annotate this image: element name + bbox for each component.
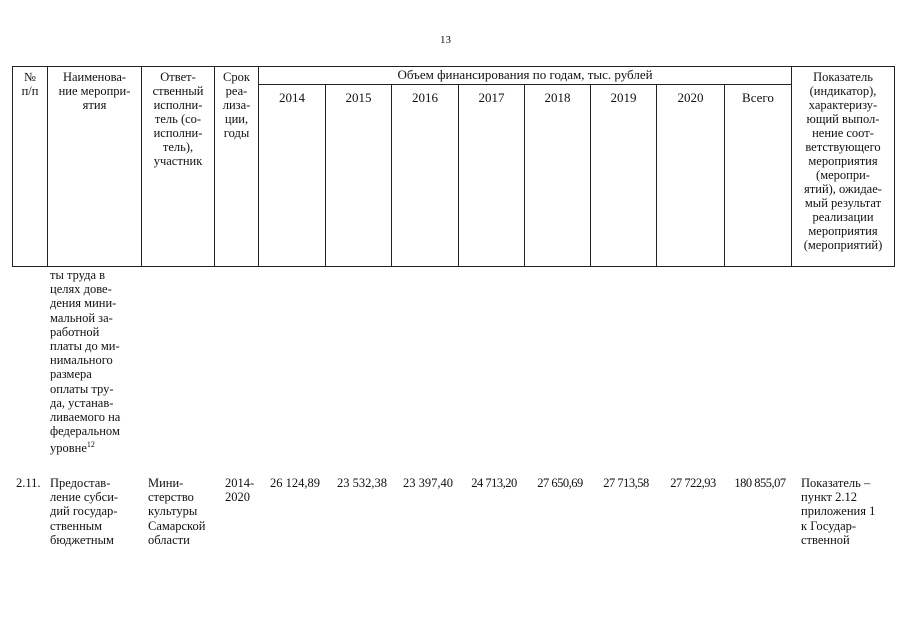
col-border xyxy=(894,66,895,267)
col-border xyxy=(656,84,657,267)
row-name: Предостав- ление субси- дий государ- ственным бюджетным xyxy=(50,476,119,547)
value-total: 180 855,07 xyxy=(734,476,786,490)
value-2020: 27 722,93 xyxy=(670,476,716,490)
col-border xyxy=(325,84,326,267)
year-2020: 2020 xyxy=(677,90,704,105)
continued-name-text xyxy=(50,268,142,456)
year-total: Всего xyxy=(742,90,774,105)
year-2019: 2019 xyxy=(610,90,637,105)
col-border xyxy=(590,84,591,267)
value-2017: 24 713,20 xyxy=(471,476,517,490)
row-term: 2014- 2020 xyxy=(225,476,255,505)
footnote-marker: 12 xyxy=(86,440,95,450)
value-2014: 26 124,89 xyxy=(270,476,320,490)
col-border xyxy=(524,84,525,267)
header-indicator: Показатель (индикатор), характеризу- ющий выпол- нение соот- ветствующего мероприятия (меропри- ятий), ожидае- мый результат реализации мероприятия (мероприятий) xyxy=(803,70,883,252)
year-2018: 2018 xyxy=(544,90,571,105)
year-2015: 2015 xyxy=(345,90,372,105)
value-2018: 27 650,69 xyxy=(537,476,583,490)
header-name: Наименова- ние меропри- ятия xyxy=(58,70,131,112)
row-indicator: Показатель – пункт 2.12 приложения 1 к Государ- ственной xyxy=(801,476,876,547)
year-2017: 2017 xyxy=(478,90,505,105)
header-funding: Объем финансирования по годам, тыс. рублей xyxy=(397,67,653,82)
col-border xyxy=(391,84,392,267)
header-num: № п/п xyxy=(21,70,39,98)
header-term: Срок реа- лиза- ции, годы xyxy=(222,70,251,140)
row-num: 2.11. xyxy=(16,476,41,490)
header-bottom-border xyxy=(12,266,894,267)
header-executor: Ответ- ственный исполни- тель (со- исполни- тель), участник xyxy=(152,70,204,168)
row-executor: Мини- стерство культуры Самарской области xyxy=(148,476,206,547)
value-2015: 23 532,38 xyxy=(337,476,387,490)
value-2019: 27 713,58 xyxy=(603,476,649,490)
col-border xyxy=(458,84,459,267)
continued-name-body: ты труда в целях дове- дения мини- мальной за- работной платы до ми- нимального размера оплаты тру- да, устанав- ливаемого на федеральном уровне xyxy=(50,268,121,456)
col-border xyxy=(724,84,725,267)
year-2014: 2014 xyxy=(279,90,305,105)
year-2016: 2016 xyxy=(412,90,438,105)
value-2016: 23 397,40 xyxy=(403,476,453,490)
page-number: 13 xyxy=(440,34,451,46)
